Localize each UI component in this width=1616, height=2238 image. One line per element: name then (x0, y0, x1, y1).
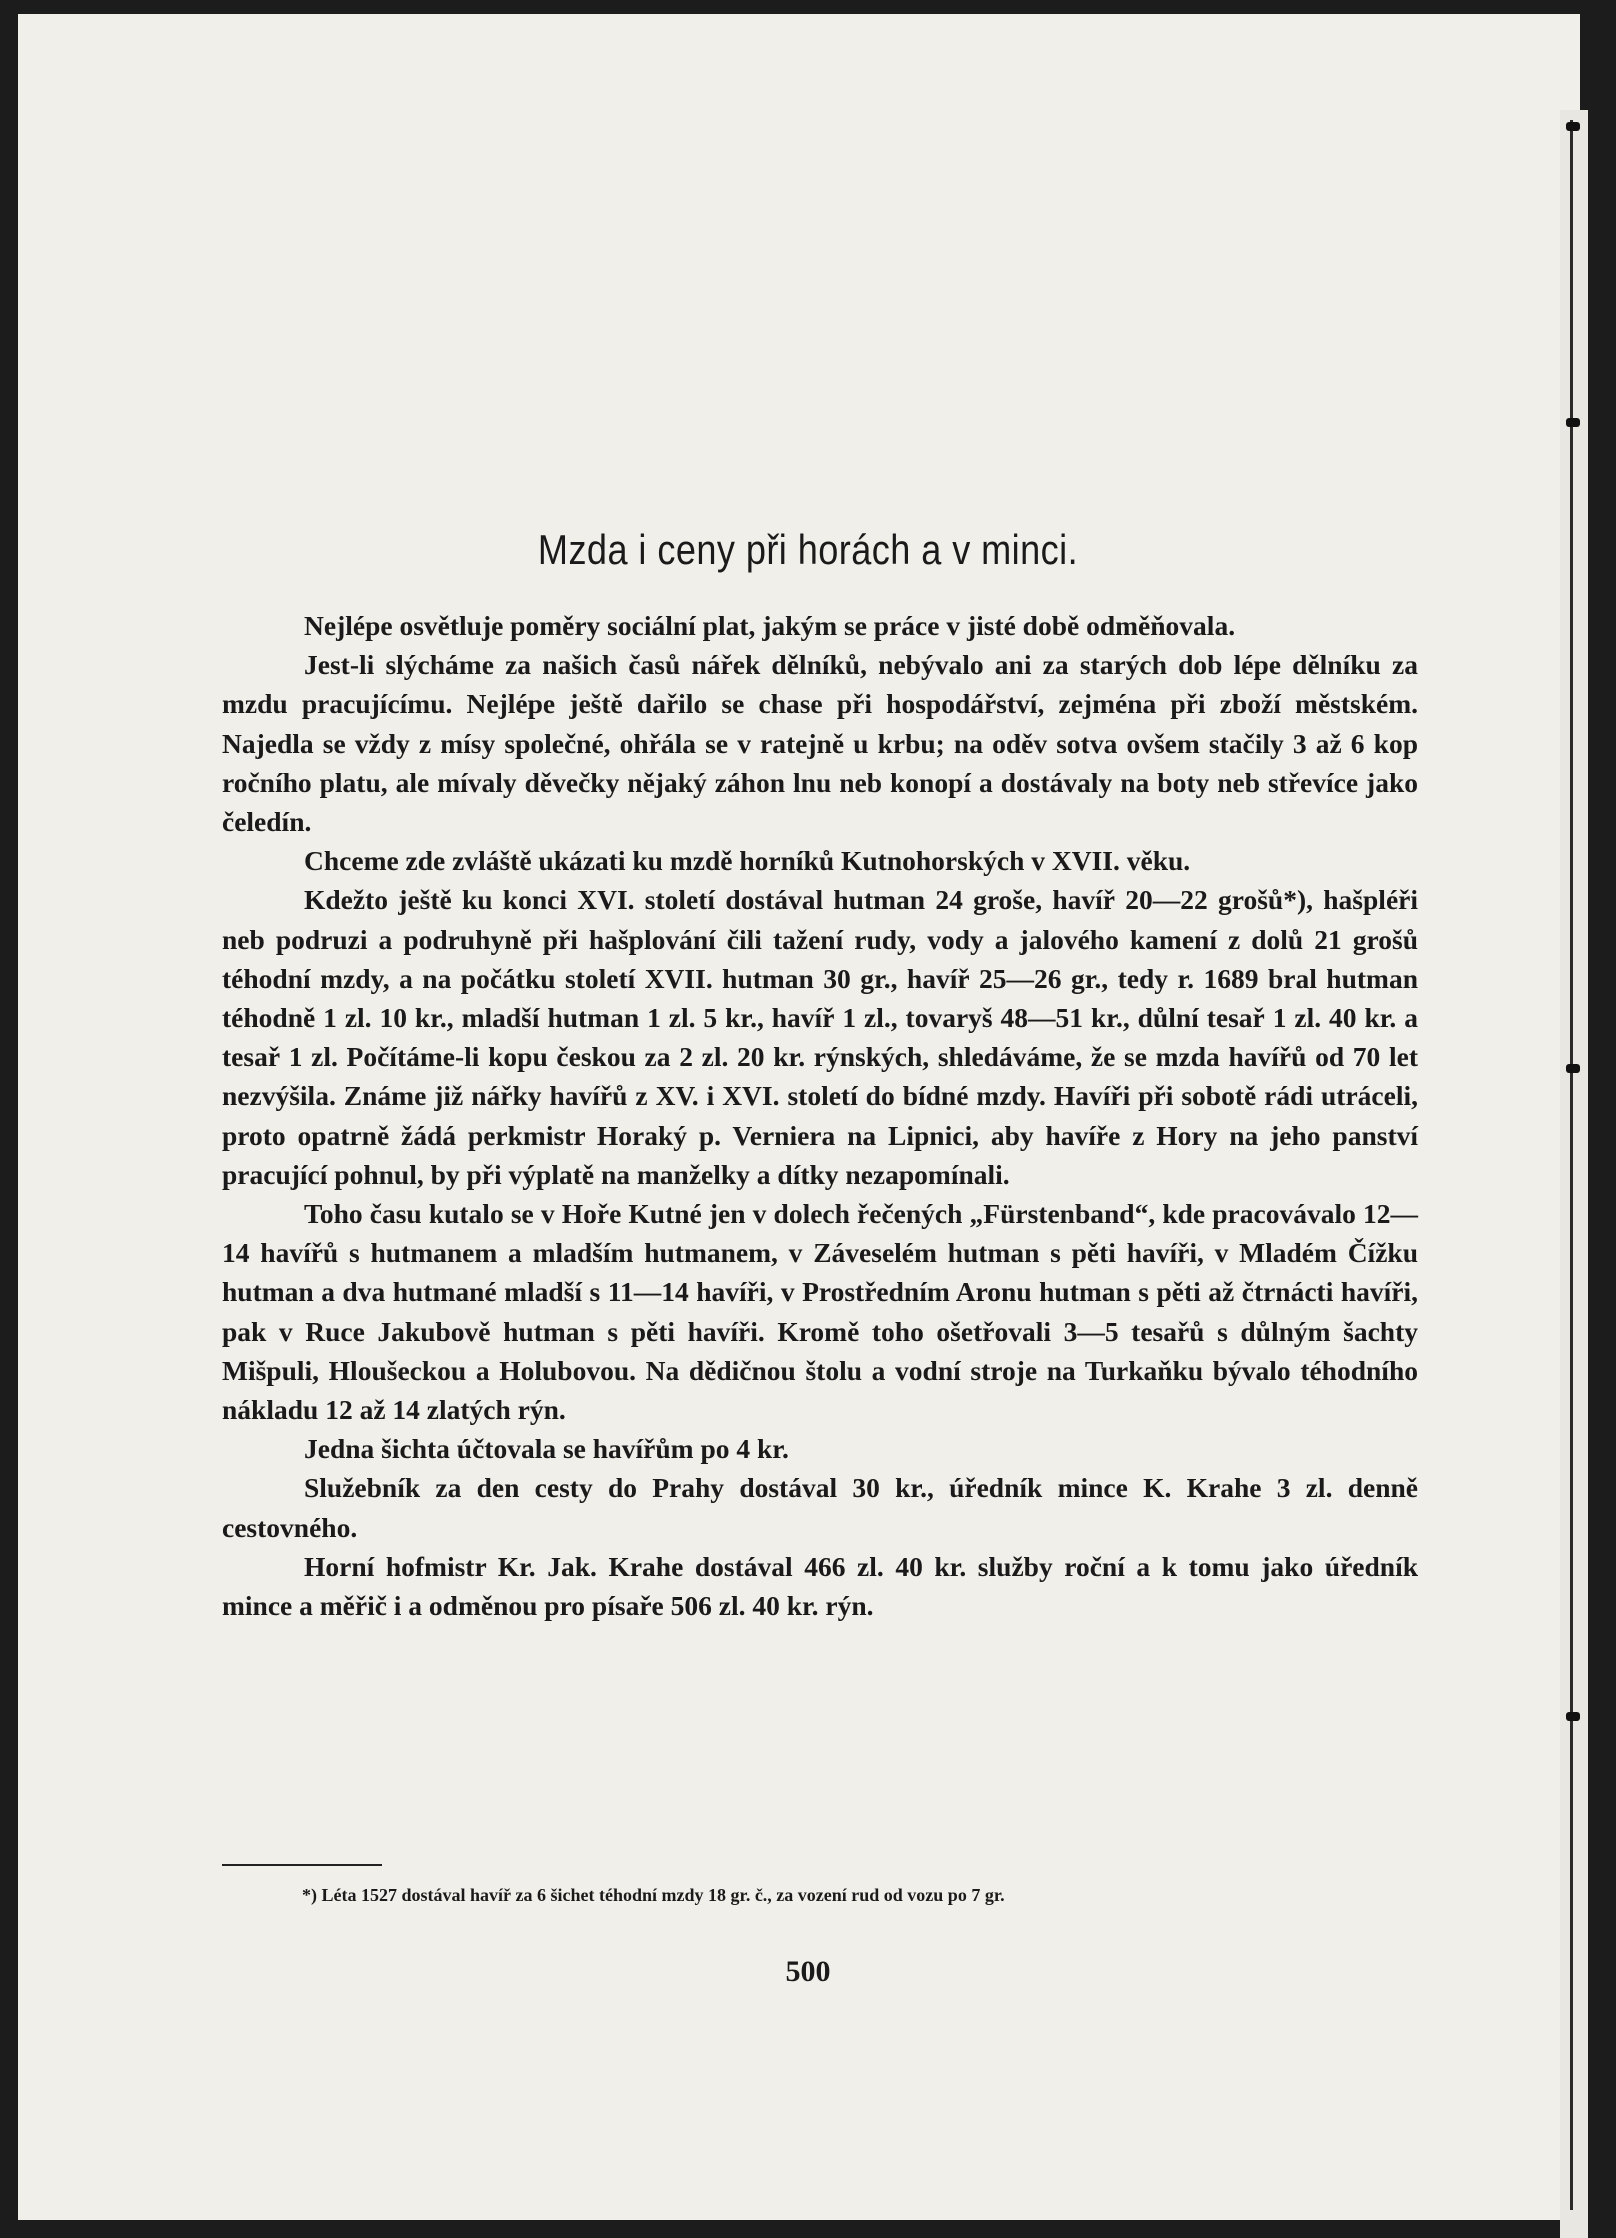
binding-mark (1566, 1712, 1580, 1721)
binding-mark (1566, 1064, 1580, 1073)
paragraph: Toho času kutalo se v Hoře Kutné jen v dolech řečených „Fürstenband“, kde pracovávalo 12—14 havířů s hutmanem a mladším hutmanem, v Záveselém hutman s pěti havíři, v Mladém Čížku hutman a dva hutmané mladší s 11—14 havíři, v Prostředním Aronu hutman s pěti až čtrnácti havíři, pak v Ruce Jakubově hutman s pěti havíři. Kromě toho ošetřovali 3—5 tesařů s důlným šachty Mišpuli, Hloušeckou a Holubovou. Na dědičnou štolu a vodní stroje na Turkaňku bývalo téhodního nákladu 12 až 14 zlatých rýn. (222, 1198, 1418, 1426)
page-edge (1560, 110, 1588, 2238)
paragraph: Horní hofmistr Kr. Jak. Krahe dostával 466 zl. 40 kr. služby roční a k tomu jako úředník mince a měřič i a odměnou pro písaře 506 zl. 40 kr. rýn. (222, 1550, 1418, 1622)
binding-mark (1566, 418, 1580, 427)
footnote-divider (222, 1864, 382, 1866)
footnote: *) Léta 1527 dostával havíř za 6 šichet téhodní mzdy 18 gr. č., za vození rud od vozu po 7 gr. (302, 1885, 1005, 1905)
paragraph: Chceme zde zvláště ukázati ku mzdě horníků Kutnohorských v XVII. věku. (304, 845, 1191, 877)
page-number: 500 (785, 1955, 831, 1988)
page-title: Mzda i ceny při horách a v minci. (537, 526, 1079, 573)
binding-mark (1566, 122, 1580, 131)
body-text (222, 606, 1418, 1625)
paragraph: Služebník za den cesty do Prahy dostával 30 kr., úředník mince K. Krahe 3 zl. denně cestovného. (222, 1472, 1418, 1543)
binding-line (1570, 120, 1573, 2210)
paragraph: Jedna šichta účtovala se havířům po 4 kr. (304, 1433, 789, 1465)
paragraph: Jest-li slýcháme za našich časů nářek dělníků, nebývalo ani za starých dob lépe dělníku za mzdu pracujícímu. Nejlépe ještě dařilo se chase při hospodářství, zejména při zboží městském. Najedla se vždy z mísy společné, ohřála se v ratejně u krbu; na oděv sotva ovšem stačily 3 až 6 kop ročního platu, ale mívaly děvečky nějaký záhon lnu neb konopí a dostávaly na boty neb střevíce jako čeledín. (222, 649, 1418, 838)
paragraph: Kdežto ještě ku konci XVI. století dostával hutman 24 groše, havíř 20—22 grošů*), hašpléři neb podruzi a podruhyně při hašplování čili tažení rudy, vody a jalového kamení z dolů 21 grošů téhodní mzdy, a na počátku století XVII. hutman 30 gr., havíř 25—26 gr., tedy r. 1689 bral hutman téhodně 1 zl. 10 kr., mladší hutman 1 zl. 5 kr., havíř 1 zl., tovaryš 48—51 kr., důlní tesař 1 zl. 40 kr. a tesař 1 zl. Počítáme-li kopu českou za 2 zl. 20 kr. rýnských, shledáváme, že se mzda havířů od 70 let nezvýšila. Známe již nářky havířů z XV. i XVI. století do bídné mzdy. Havíři při sobotě rádi utráceli, proto opatrně žádá perkmistr Horaký p. Verniera na Lipnici, aby havíře z Hory na jeho panství pracující pohnul, by při výplatě na manželky a dítky nezapomínali. (222, 884, 1418, 1190)
paragraph: Nejlépe osvětluje poměry sociální plat, jakým se práce v jisté době odměňovala. (304, 610, 1236, 641)
